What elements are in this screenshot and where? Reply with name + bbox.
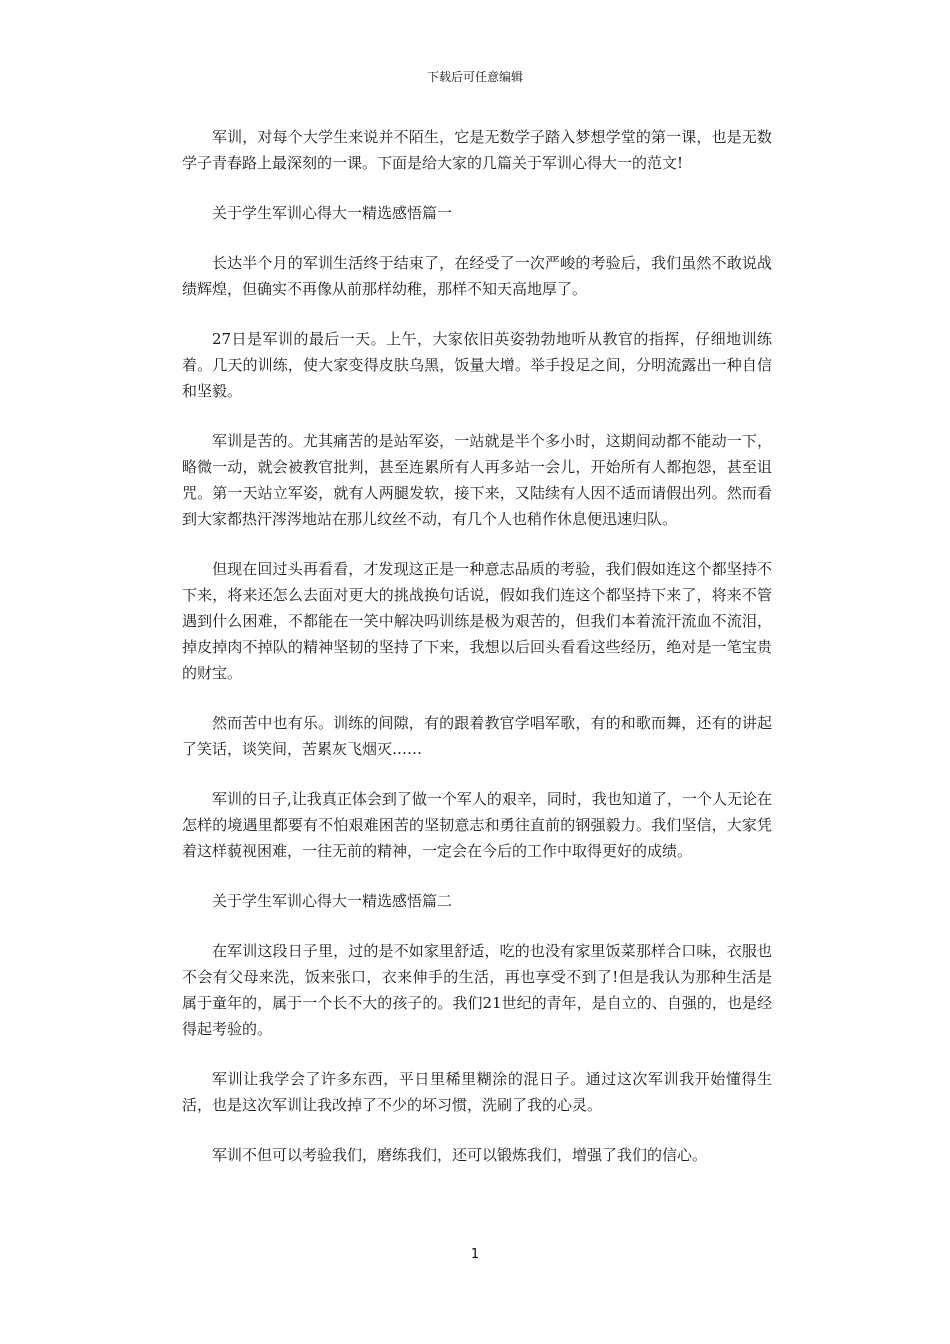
paragraph-6: 军训的日子,让我真正体会到了做一个军人的艰辛，同时，我也知道了，一个人无论在怎样的境遇里都要有不怕艰难困苦的坚韧意志和勇往直前的钢强毅力。我们坚信，大家凭着这样藐视困难，一往无前的精神，一定会在今后的工作中取得更好的成绩。 <box>182 790 772 860</box>
section-heading-1: 关于学生军训心得大一精选感悟篇一 <box>212 204 453 222</box>
paragraph-4: 但现在回过头再看看，才发现这正是一种意志品质的考验，我们假如连这个都坚持不下来，将来还怎么去面对更大的挑战换句话说，假如我们连这个都坚持下来了，将来不管遇到什么困难，不都能在一笑中解决吗训练是极为艰苦的，但我们本着流汗流血不流泪，掉皮掉肉不掉队的精神坚韧的坚持了下来，我想以后回头看看这些经历，绝对是一笔宝贵的财宝。 <box>182 560 772 682</box>
paragraph-1: 长达半个月的军训生活终于结束了，在经受了一次严峻的考验后，我们虽然不敢说战绩辉煌，但确实不再像从前那样幼稚，那样不知天高地厚了。 <box>182 254 772 298</box>
document-body <box>182 124 772 1192</box>
paragraph-5: 然而苦中也有乐。训练的间隙，有的跟着教官学唱军歌，有的和歌而舞，还有的讲起了笑话，谈笑间，苦累灰飞烟灭…… <box>182 714 772 758</box>
paragraph-8: 军训让我学会了许多东西，平日里稀里糊涂的混日子。通过这次军训我开始懂得生活，也是这次军训让我改掉了不少的坏习惯，洗刷了我的心灵。 <box>182 1070 772 1114</box>
paragraph-3: 军训是苦的。尤其痛苦的是站军姿，一站就是半个多小时，这期间动都不能动一下，略微一动，就会被教官批判，甚至连累所有人再多站一会儿，开始所有人都抱怨，甚至诅咒。第一天站立军姿，就有人两腿发软，接下来，又陆续有人因不适而请假出列。然而看到大家都热汗涔涔地站在那儿纹丝不动，有几个人也稍作休息便迅速归队。 <box>182 432 772 528</box>
section-heading-2: 关于学生军训心得大一精选感悟篇二 <box>212 892 453 910</box>
intro-paragraph: 军训，对每个大学生来说并不陌生，它是无数学子踏入梦想学堂的第一课，也是无数学子青春路上最深刻的一课。下面是给大家的几篇关于军训心得大一的范文! <box>182 128 772 172</box>
paragraph-9: 军训不但可以考验我们，磨练我们，还可以锻炼我们，增强了我们的信心。 <box>212 1146 708 1164</box>
paragraph-2: 27日是军训的最后一天。上午，大家依旧英姿勃勃地听从教官的指挥，仔细地训练着。几天的训练，使大家变得皮肤乌黑，饭量大增。举手投足之间，分明流露出一种自信和坚毅。 <box>182 330 772 400</box>
paragraph-7: 在军训这段日子里，过的是不如家里舒适，吃的也没有家里饭菜那样合口味，衣服也不会有父母来洗，饭来张口，衣来伸手的生活，再也享受不到了!但是我认为那种生活是属于童年的，属于一个长不大的孩子的。我们21世纪的青年，是自立的、自强的，也是经得起考验的。 <box>182 942 772 1038</box>
page-header: 下载后可任意编辑 <box>426 70 523 84</box>
page-number: 1 <box>470 1247 480 1262</box>
